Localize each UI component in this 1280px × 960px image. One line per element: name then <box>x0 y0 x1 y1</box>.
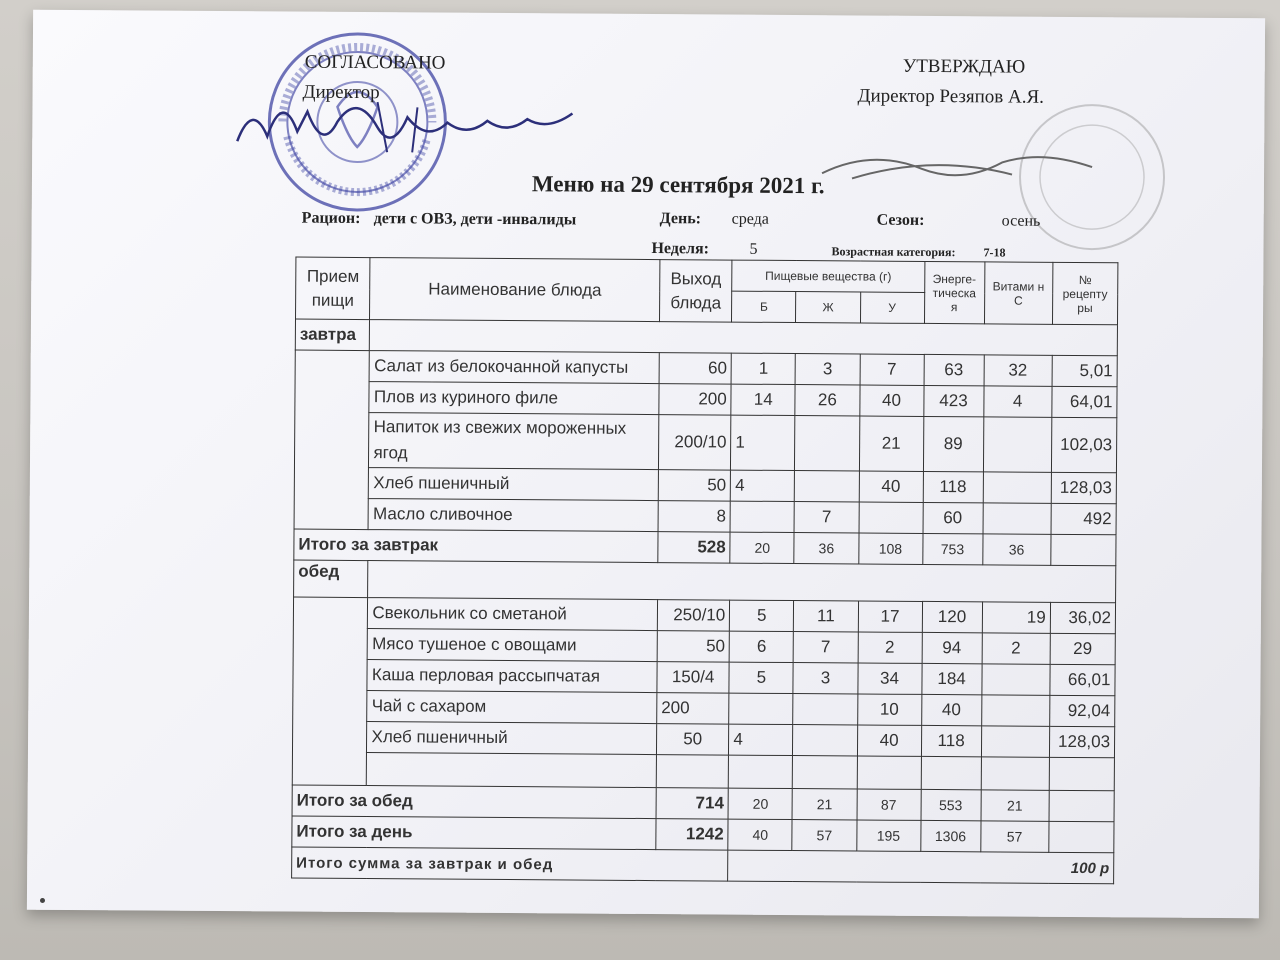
dish-name: Хлеб пшеничный <box>367 722 657 755</box>
dish-energy: 60 <box>923 502 983 533</box>
dish-carbs: 21 <box>859 416 923 471</box>
dish-protein: 14 <box>731 384 795 415</box>
dish-recipe: 128,03 <box>1049 726 1114 757</box>
paper-hole <box>40 898 45 903</box>
dish-protein: 1 <box>731 415 795 470</box>
day-value: среда <box>731 210 770 228</box>
total-vitamin: 57 <box>980 821 1048 852</box>
menu-sheet <box>27 10 1265 919</box>
left-signature <box>227 81 608 164</box>
empty-cell <box>857 756 921 789</box>
dish-recipe: 66,01 <box>1050 664 1115 695</box>
sum-total-row <box>292 847 1114 884</box>
dish-fat: 3 <box>793 663 857 694</box>
header-meal: Прием пищи <box>296 257 371 320</box>
age-label: Возрастная категория: <box>831 244 956 260</box>
dish-name: Напиток из свежих мороженных ягод <box>369 413 659 470</box>
header-recipe: № рецепту ры <box>1052 262 1118 324</box>
sum-value: 100 р <box>728 850 1114 884</box>
dish-name: Хлеб пшеничный <box>369 468 659 501</box>
total-carbs: 108 <box>858 533 922 564</box>
empty-cell <box>981 757 1049 790</box>
header-nutrients: Пищевые вещества (г) <box>732 260 924 292</box>
header-energy: Энерге-тическа я <box>924 261 984 323</box>
total-fat: 21 <box>792 789 856 820</box>
total-energy: 1306 <box>920 820 980 851</box>
dish-carbs: 34 <box>857 663 921 694</box>
dish-carbs: 7 <box>860 354 924 385</box>
dish-energy: 118 <box>923 471 983 502</box>
lunch-section-row <box>294 560 1116 603</box>
total-protein: 20 <box>730 532 794 563</box>
dish-name: Каша перловая рассыпчатая <box>367 660 657 693</box>
total-yield: 528 <box>658 532 731 564</box>
ration-value: дети с ОВЗ, дети -инвалиды <box>373 210 577 229</box>
dish-name: Масло сливочное <box>368 499 658 532</box>
approval-left-title: СОГЛАСОВАНО <box>304 51 446 74</box>
dish-protein <box>730 501 794 532</box>
dish-fat <box>795 471 859 502</box>
empty-cell <box>1049 821 1114 852</box>
total-vitamin: 21 <box>981 790 1049 821</box>
dish-vitamin <box>983 417 1052 472</box>
dish-fat <box>793 725 857 756</box>
table-header-row <box>296 257 1118 294</box>
empty-cell <box>1049 757 1114 790</box>
header-yield: Выход блюда <box>659 260 732 323</box>
dish-name: Мясо тушеное с овощами <box>368 629 658 662</box>
empty-cell <box>1051 534 1116 565</box>
dish-vitamin <box>981 726 1049 757</box>
dish-fat: 7 <box>794 632 858 663</box>
dish-yield: 50 <box>656 724 729 756</box>
age-value: 7-18 <box>983 245 1006 260</box>
lunch-label: обед <box>294 560 369 598</box>
table-row <box>294 412 1116 473</box>
meal-spacer-cell <box>292 597 368 786</box>
empty-cell <box>1049 790 1114 821</box>
dish-fat: 26 <box>795 385 859 416</box>
dish-protein: 4 <box>731 470 795 501</box>
total-label: Итого за завтрак <box>294 529 658 563</box>
approval-right-title: УТВЕРЖДАЮ <box>902 55 1026 78</box>
dish-vitamin: 19 <box>982 602 1050 633</box>
dish-carbs <box>859 502 923 533</box>
header-carbs: У <box>860 292 924 323</box>
dish-name: Салат из белокочанной капусты <box>370 351 660 384</box>
dish-recipe: 36,02 <box>1050 602 1115 633</box>
total-yield: 714 <box>656 788 729 820</box>
dish-energy: 423 <box>923 385 983 416</box>
dish-yield: 50 <box>657 631 730 663</box>
dish-vitamin <box>983 472 1051 503</box>
dish-name: Свекольник со сметаной <box>368 598 658 631</box>
empty-cell <box>368 561 1116 603</box>
dish-protein: 1 <box>731 353 795 384</box>
total-vitamin: 36 <box>982 534 1050 565</box>
dish-yield: 200/10 <box>658 415 731 471</box>
dish-yield: 250/10 <box>657 600 730 632</box>
dish-carbs: 2 <box>858 632 922 663</box>
dish-carbs: 17 <box>858 601 922 632</box>
dish-vitamin: 2 <box>982 633 1050 664</box>
dish-fat <box>793 694 857 725</box>
dish-name: Чай с сахаром <box>367 691 657 724</box>
dish-yield: 200 <box>657 693 730 725</box>
dish-energy: 40 <box>921 694 981 725</box>
dish-yield: 50 <box>658 470 731 502</box>
day-label: День: <box>659 210 702 228</box>
dish-vitamin <box>981 695 1049 726</box>
dish-protein: 4 <box>729 724 793 755</box>
empty-cell <box>793 756 857 789</box>
dish-energy: 94 <box>922 632 982 663</box>
dish-recipe: 92,04 <box>1049 695 1114 726</box>
dish-protein: 5 <box>729 662 793 693</box>
dish-energy: 89 <box>923 416 983 471</box>
breakfast-label: завтра <box>295 319 370 351</box>
dish-vitamin: 4 <box>983 386 1051 417</box>
dish-fat: 11 <box>794 601 858 632</box>
empty-cell <box>367 753 657 788</box>
dish-energy: 118 <box>921 725 981 756</box>
page-title: Меню на 29 сентября 2021 г. <box>531 171 825 199</box>
total-label: Итого за день <box>292 816 656 850</box>
header-dish: Наименование блюда <box>370 258 660 322</box>
week-value: 5 <box>749 240 758 258</box>
dish-carbs: 40 <box>857 725 921 756</box>
dish-energy: 63 <box>924 354 984 385</box>
total-energy: 753 <box>922 533 982 564</box>
approval-left-role: Директор <box>302 81 380 104</box>
total-carbs: 195 <box>856 820 920 851</box>
dish-yield: 60 <box>659 353 732 385</box>
dish-carbs: 40 <box>859 385 923 416</box>
dish-energy: 184 <box>921 663 981 694</box>
empty-cell <box>370 320 1118 356</box>
dish-recipe: 64,01 <box>1052 386 1117 417</box>
season-value: осень <box>1001 212 1041 230</box>
empty-cell <box>921 756 981 789</box>
dish-yield: 150/4 <box>657 662 730 694</box>
season-label: Сезон: <box>876 211 925 229</box>
total-protein: 20 <box>728 788 792 819</box>
empty-cell <box>729 755 793 788</box>
dish-yield: 8 <box>658 501 731 533</box>
menu-table <box>291 257 1118 885</box>
header-vitamin: Витами н С <box>984 262 1053 324</box>
dish-recipe: 128,03 <box>1051 472 1116 503</box>
dish-name: Плов из куриного филе <box>369 382 659 415</box>
dish-protein <box>729 693 793 724</box>
total-yield: 1242 <box>656 819 729 851</box>
dish-carbs: 40 <box>859 471 923 502</box>
sum-label: Итого сумма за завтрак и обед <box>292 847 729 881</box>
total-fat: 36 <box>794 533 858 564</box>
meal-spacer-cell <box>294 350 370 530</box>
right-signature <box>812 143 1112 195</box>
dish-yield: 200 <box>659 384 732 416</box>
ration-label: Рацион: <box>301 209 361 228</box>
dish-recipe: 492 <box>1051 503 1116 534</box>
empty-cell <box>656 755 729 789</box>
dish-recipe: 5,01 <box>1052 355 1117 386</box>
total-fat: 57 <box>792 820 856 851</box>
dish-fat: 3 <box>795 354 859 385</box>
dish-recipe: 102,03 <box>1051 417 1117 472</box>
dish-carbs: 10 <box>857 694 921 725</box>
header-fat: Ж <box>796 292 860 323</box>
dish-fat <box>795 416 859 471</box>
total-protein: 40 <box>728 819 792 850</box>
header-protein: Б <box>732 291 796 322</box>
dish-energy: 120 <box>922 601 982 632</box>
approval-right-role: Директор Резяпов А.Я. <box>857 85 1045 108</box>
dish-fat: 7 <box>794 502 858 533</box>
total-energy: 553 <box>921 789 981 820</box>
total-carbs: 87 <box>857 789 921 820</box>
dish-vitamin <box>983 503 1051 534</box>
total-label: Итого за обед <box>292 785 656 819</box>
dish-recipe: 29 <box>1050 633 1115 664</box>
dish-protein: 5 <box>730 600 794 631</box>
week-label: Неделя: <box>651 240 710 258</box>
dish-protein: 6 <box>729 631 793 662</box>
dish-vitamin: 32 <box>984 355 1052 386</box>
dish-vitamin <box>981 664 1049 695</box>
